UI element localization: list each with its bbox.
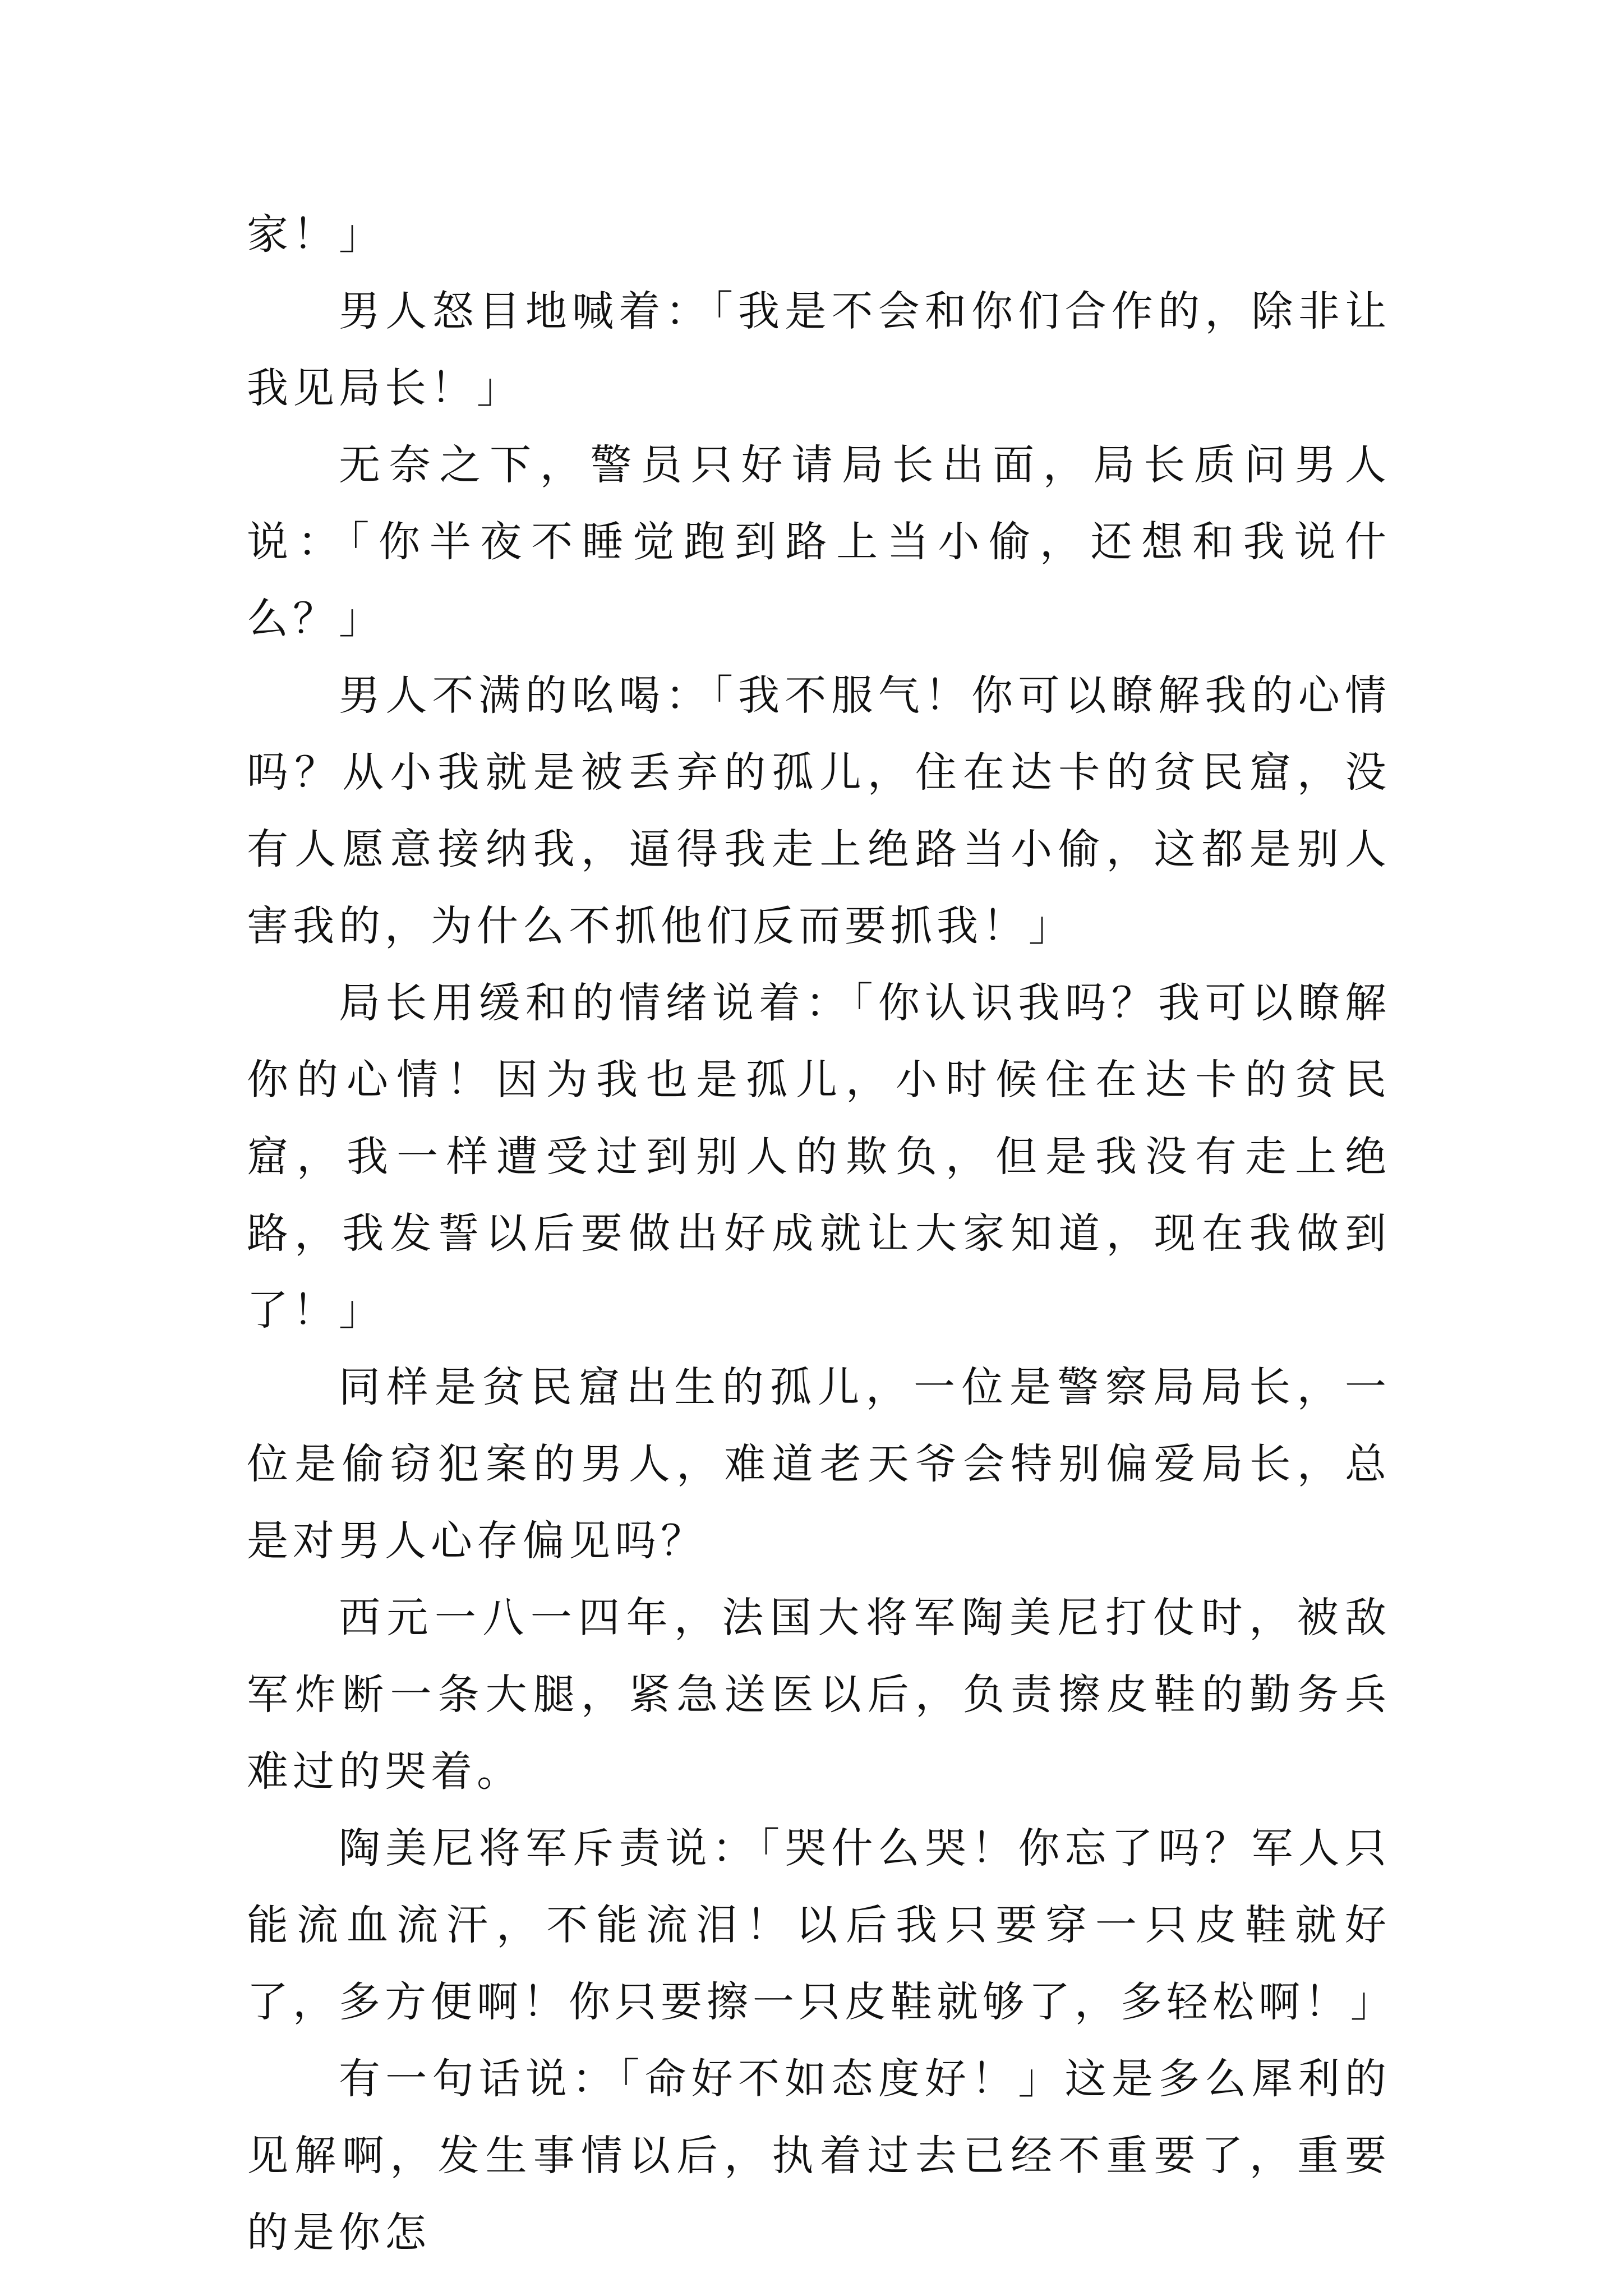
paragraph-2: 男人怒目地喊着：「我是不会和你们合作的，除非让我见局长！」 <box>247 287 1391 412</box>
paragraph-6: 同样是贫民窟出生的孤儿，一位是警察局局长，一位是偷窃犯案的男人，难道老天爷会特别偏爱局长，总是对男人心存偏见吗？ <box>247 1363 1391 1565</box>
paragraph-3: 无奈之下，警员只好请局长出面，局长质问男人说：「你半夜不睡觉跑到路上当小偷，还想和我说什么？」 <box>247 441 1391 643</box>
paragraph-5: 局长用缓和的情绪说着：「你认识我吗？我可以瞭解你的心情！因为我也是孤儿，小时候住在达卡的贫民窟，我一样遭受过到别人的欺负，但是我没有走上绝路，我发誓以后要做出好成就让大家知道，现在我做到了！」 <box>247 979 1391 1335</box>
paragraph-8: 陶美尼将军斥责说：「哭什么哭！你忘了吗？军人只能流血流汗，不能流泪！以后我只要穿一只皮鞋就好了，多方便啊！你只要擦一只皮鞋就够了，多轻松啊！」 <box>247 1824 1396 2026</box>
paragraph-4: 男人不满的吆喝：「我不服气！你可以瞭解我的心情吗？从小我就是被丢弃的孤儿，住在达卡的贫民窟，没有人愿意接纳我，逼得我走上绝路当小偷，这都是别人害我的，为什么不抓他们反而要抓我！」 <box>247 671 1391 950</box>
paragraph-9: 有一句话说：「命好不如态度好！」这是多么犀利的见解啊，发生事情以后，执着过去已经不重要了，重要的是你怎 <box>247 2055 1391 2257</box>
body-text <box>247 196 1396 2271</box>
paragraph-7: 西元一八一四年，法国大将军陶美尼打仗时，被敌军炸断一条大腿，紧急送医以后，负责擦皮鞋的勤务兵难过的哭着。 <box>247 1594 1391 1796</box>
paragraph-1: 家！」 <box>247 210 385 259</box>
